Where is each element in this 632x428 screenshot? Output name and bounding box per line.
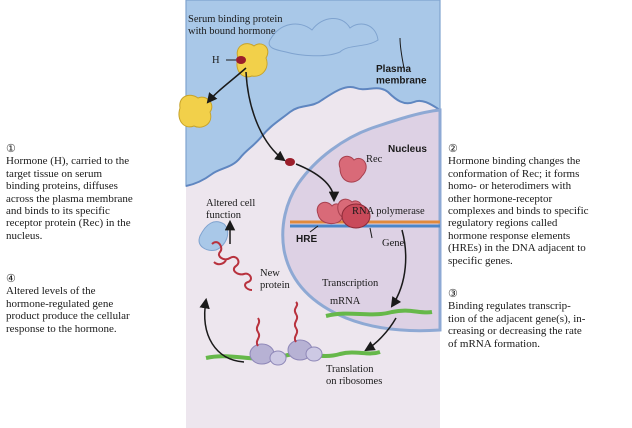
hormone-molecule-bound: [236, 56, 246, 64]
label-nucleus: Nucleus: [388, 144, 427, 155]
label-gene: Gene: [382, 238, 405, 249]
label-rec: Rec: [366, 154, 383, 165]
step-2-number: ②: [448, 143, 458, 155]
label-altered-cell-function: Altered cell function: [206, 198, 256, 222]
label-hormone: H: [212, 55, 220, 66]
label-rna-polymerase: RNA polymerase: [352, 206, 425, 217]
label-serum-protein: Serum binding protein with bound hormone: [188, 14, 283, 38]
step-1-text: Hormone (H), carried to the target tissue on serum binding proteins, diffuses across the plasma membrane and binds to its specific receptor protein (Rec) in the nucleus.: [6, 155, 133, 242]
label-hre: HRE: [296, 234, 318, 245]
label-transcription: Transcription: [322, 278, 379, 289]
step-2-text: Hormone binding changes the conformation of Rec; it forms homo- or heterodimers with other hormone-receptor complexes and binds to specific regulatory regions called hormone response elements (HREs) in the DNA adjacent to specific genes.: [448, 155, 589, 267]
step-1: [6, 143, 184, 242]
step-3-text: Binding regulates transcrip- tion of the adjacent gene(s), in- creasing or decreasing the rate of mRNA formation.: [448, 300, 586, 350]
serum-protein-free: [179, 95, 212, 127]
step-1-number: ①: [6, 143, 16, 155]
step-4-number: ④: [6, 273, 16, 285]
step-3-number: ③: [448, 288, 458, 300]
hormone-molecule-cytoplasm: [285, 158, 295, 166]
label-translation: Translation on ribosomes: [326, 364, 383, 388]
step-3: [448, 288, 630, 350]
step-4: [6, 273, 184, 335]
step-2: [448, 143, 630, 267]
label-mrna: mRNA: [330, 296, 361, 307]
label-new-protein: New protein: [260, 268, 290, 292]
step-4-text: Altered levels of the hormone-regulated gene product produce the cellular response to the hormone.: [6, 285, 130, 335]
label-plasma-membrane: Plasma membrane: [376, 64, 427, 87]
